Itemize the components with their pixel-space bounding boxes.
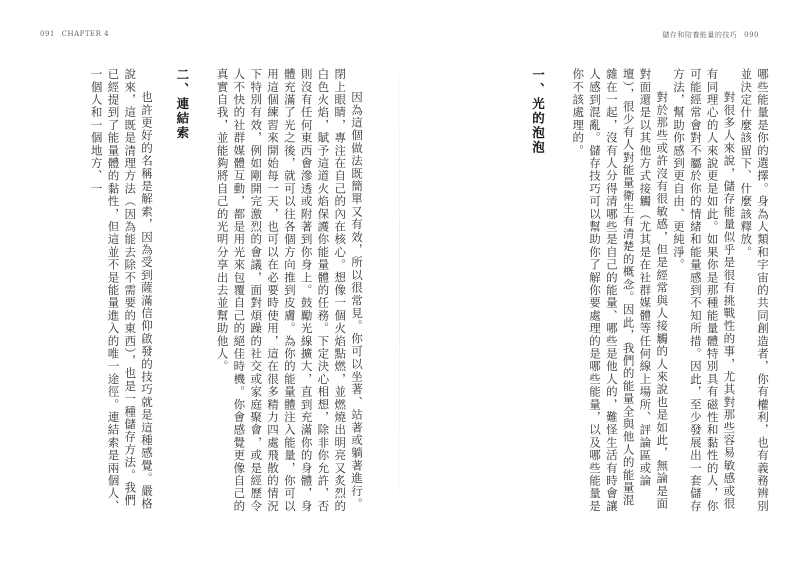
left-page-number: 091 [40,30,55,38]
left-page [0,0,399,567]
right-page-body [426,68,771,518]
section-heading-connection-cords: 二、連結索 [174,68,190,141]
right-running-header [662,30,763,40]
left-chapter-label: CHAPTER 4 [61,30,110,38]
right-paragraph-1: 對很多人來說，儲存能量似乎是很有挑戰性的事，尤其對那些容易敏感或很有同理心的人來說更是如此。如果你是那種能量體特別具有磁性和黏性的人，你可能經常會對不屬於你的情緒和能量感到不知所措。因此，至少發展出一套儲存方法，幫助你感到更自由、更純淨。 [672,68,737,513]
right-page [400,0,799,567]
left-running-header [36,30,109,38]
right-opening-paragraph: 哪些能量是你的選擇。身為人類和宇宙的共同創造者，你有權利，也有義務辨別並決定什麼該留下、什麼該釋放。 [739,68,770,513]
right-paragraph-2: 對於那些或許沒有很敏感，但是經常與人接觸的人來說也是如此，無論是面對面還是以其他方式接觸（尤其是在社群媒體等任何線上場所、評論區或論壇），很少有人對能量衛生有清楚的概念。因此，我們的能量全與他人的能量混雜在一起，沒有人分得清哪些是自己的能量、哪些是他人的，難怪生活有時會讓人感到混亂。儲存技巧可以幫助你了解你要處理的是哪些能量，以及哪些能量是你不該處理的。 [571,68,670,513]
right-chapter-title: 儲存和陪養能量的技巧 [662,31,738,39]
left-page-body [20,68,365,518]
left-section-paragraph-1: 也許更好的名稱是解索，因為受到薩滿信仰啟發的技巧就是這種感覺。嚴格說來，這既是清理方法（因為能去除不需要的東西），也是一種儲存方法。我們已經提到了能量體的黏性，但這並不是能量進入的唯一途徑。連結索是兩個人、一個人和一個地方、一 [89,68,155,513]
left-paragraph-1: 因為這個做法既簡單又有效，所以很常見。你可以坐著、站著或躺著進行。閉上眼睛，專注在自己的內在核心。想像一個火焰點燃，並燃燒出明亮又炙烈的白色火焰，賦予這道火焰保護你能量體的任務。下定決心相想，除非你允許，否則沒有任何東西會滲透或附著到你身上。鼓勵光線擴大，直到充滿你的身體，身體充滿了光之後，就可以往各個方向推到皮膚。為你的能量體注入能量，你可以用這個練習來開始每一天，也可以在必要時使用，這在很多精力四處飛散的情況下特別有效，例如剛開完激烈的會議，面對煩躁的社交或家庭聚會，或是經歷令人不快的社群媒體互動，都是用光來包覆自己的絕佳時機。你會感覺更像自己的真實自我，並能夠將自己的光明分享出去並幫助他人。 [215,68,364,513]
section-heading-light-bubble: 一、光的泡泡 [530,68,546,155]
right-page-number: 090 [744,31,759,39]
